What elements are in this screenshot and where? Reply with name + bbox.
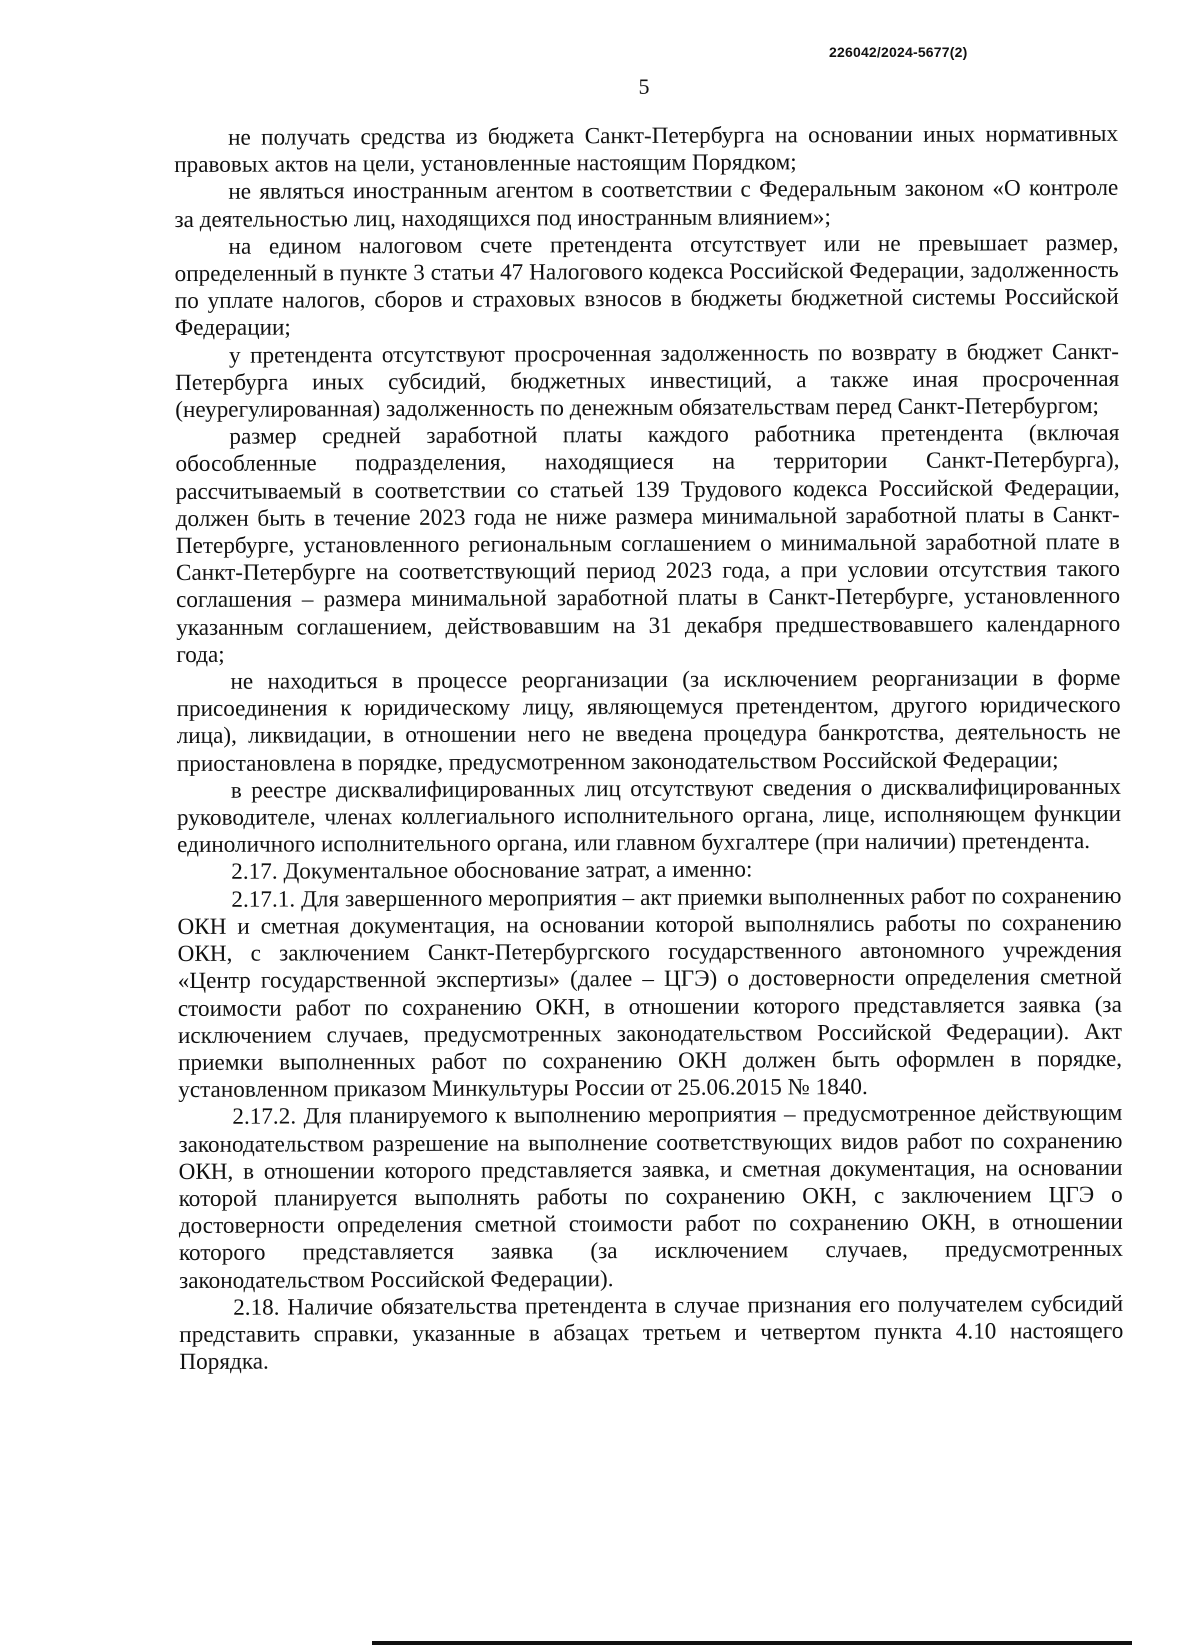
document-registration-number: 226042/2024-5677(2) [829,44,968,60]
paragraph-overdue-debt: у претендента отсутствуют просроченная задолженность по возврату в бюджет Санкт-Петербурга иных субсидий, бюджетных инвестиций, а также иная просроченная (неурегулированная) задолженность по денежным обязательствам перед Санкт-Петербургом; [175,338,1120,424]
paragraph-2-17-2: 2.17.2. Для планируемого к выполнению мероприятия – предусмотренное действующим законодательством разрешение на выполнение соответствующих видов работ по сохранению ОКН, в отношении которого представляется заявка, и сметная документация, на основании которой планируется выполнять работы по сохранению ОКН, с заключением ЦГЭ о достоверности определения сметной стоимости работ по сохранению ОКН, в отношении которого представляется заявка (за исключением случаев, предусмотренных законодательством Российской Федерации). [178,1100,1123,1294]
paragraph-2-18: 2.18. Наличие обязательства претендента в случае признания его получателем субсидий представить справки, указанные в абзацах третьем и четвертом пункта 4.10 настоящего Порядка. [179,1290,1124,1376]
scan-bottom-edge-line [372,1641,1132,1645]
page-number: 5 [638,74,650,99]
paragraph-2-17-1: 2.17.1. Для завершенного мероприятия – акт приемки выполненных работ по сохранению ОКН и сметная документация, на основании которой выполнялись работы по сохранению ОКН, с заключением Санкт-Петербургского государственного автономного учреждения «Центр государственной экспертизы» (далее – ЦГЭ) о достоверности определения сметной стоимости работ по сохранению ОКН, в отношении которого представляется заявка (за исключением случаев, предусмотренных законодательством Российской Федерации). Акт приемки выполненных работ по сохранению ОКН должен быть оформлен в порядке, установленном приказом Минкультуры России от 25.06.2015 № 1840. [177,882,1123,1104]
paragraph-tax-account: на едином налоговом счете претендента отсутствует или не превышает размер, определенный в пункте 3 статьи 47 Налогового кодекса Российской Федерации, задолженность по уплате налогов, сборов и страховых взносов в бюджеты бюджетной системы Российской Федерации; [174,229,1119,342]
paragraph-disqualified-persons: в реестре дисквалифицированных лиц отсутствуют сведения о дисквалифицированных руководителе, членах коллегиального исполнительного органа, лице, исполняющем функции единоличного исполнительного органа, или главном бухгалтере (при наличии) претендента. [176,773,1122,859]
document-body [174,121,1123,1376]
paragraph-reorganization: не находиться в процессе реорганизации (за исключением реорганизации в форме присоединения к юридическому лицу, являющемуся претендентом, другого юридического лица), ликвидации, в отношении него не введена процедура банкротства, деятельность не приостановлена в порядке, предусмотренном законодательством Российской Федерации; [176,664,1121,777]
paragraph-average-salary: размер средней заработной платы каждого работника претендента (включая обособленные подразделения, находящиеся на территории Санкт-Петербурга), рассчитываемый в соответствии со статьей 139 Трудового кодекса Российской Федерации, должен быть в течение 2023 года не ниже размера минимальной заработной платы в Санкт-Петербурге, установленного региональным соглашением о минимальной заработной плате в Санкт-Петербурге на соответствующий период 2023 года, а при условии отсутствия такого соглашения – размера минимальной заработной платы в Санкт-Петербурге, установленного указанным соглашением, действовавшим на 31 декабря предшествовавшего календарного года; [175,420,1121,668]
paragraph-budget-funds: не получать средства из бюджета Санкт-Петербурга на основании иных нормативных правовых актов на цели, установленные настоящим Порядком; [174,120,1119,179]
paragraph-foreign-agent: не являться иностранным агентом в соответствии с Федеральным законом «О контроле за деятельностью лиц, находящихся под иностранным влиянием»; [174,175,1119,233]
paragraph-2-17: 2.17. Документальное обоснование затрат, а именно: [231,856,753,886]
